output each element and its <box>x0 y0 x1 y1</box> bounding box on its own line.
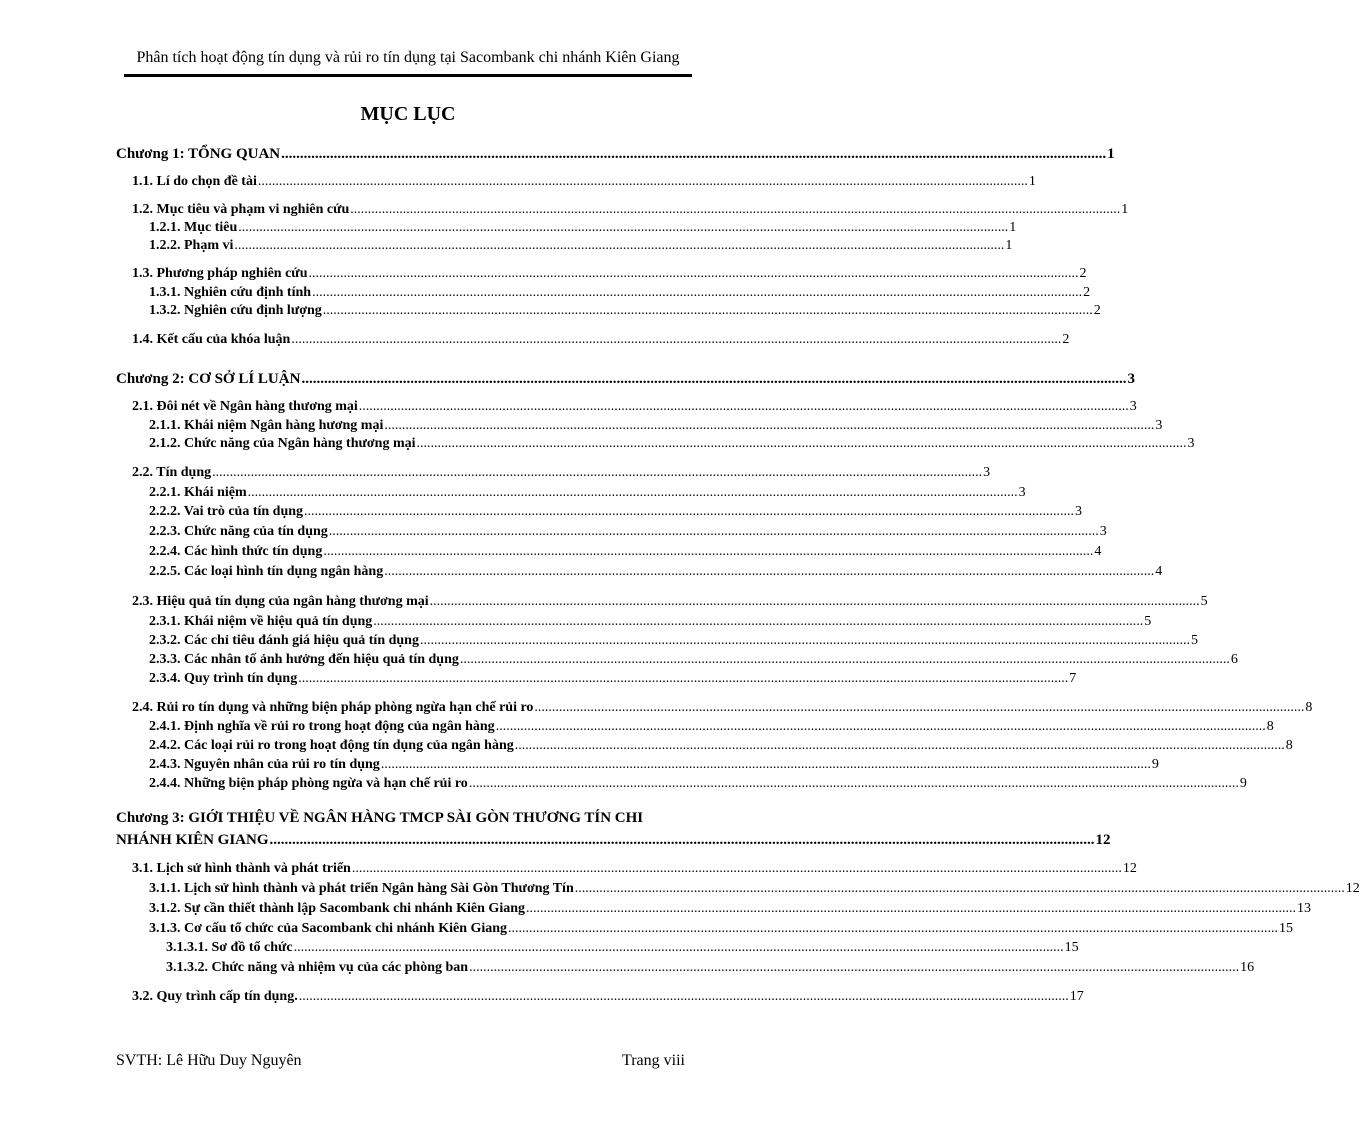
toc-entry-label: 2.4.1. Định nghĩa về rủi ro trong hoạt động của ngân hàng <box>149 719 495 734</box>
toc-entry-label: 1.1. Lí do chọn đề tài <box>132 174 257 189</box>
toc-entry-label: 1.2.2. Phạm vi <box>149 238 234 253</box>
toc-entry-page: 2 <box>1062 332 1070 347</box>
toc-leader-dots: ............................................................................................................................................................................................................................ <box>373 614 1144 629</box>
toc-entry-3-1-3-1 <box>166 939 1079 957</box>
toc-entry-page: 7 <box>1069 671 1077 686</box>
toc-entry-label: 2.2.1. Khái niệm <box>149 485 247 500</box>
toc-entry-label: 2.1. Đôi nét về Ngân hàng thương mại <box>132 399 358 414</box>
toc-entry-page: 1 <box>1005 238 1013 253</box>
toc-entry-1-4 <box>132 331 1070 349</box>
toc-entry-label: 2.1.1. Khái niệm Ngân hàng hương mại <box>149 418 384 433</box>
toc-leader-dots: ............................................................................................................................................................................................................................ <box>212 465 983 480</box>
toc-leader-dots: ............................................................................................................................................................................................................................ <box>257 174 1028 189</box>
toc-leader-dots: ............................................................................................................................................................................................................................ <box>308 266 1079 281</box>
toc-leader-dots: ............................................................................................................................................................................................................................ <box>384 564 1155 579</box>
toc-leader-dots: ............................................................................................................................................................................................................................ <box>469 960 1240 975</box>
toc-entry-page: 6 <box>1230 652 1238 667</box>
toc-entry-label: 3.2. Quy trình cấp tín dụng. <box>132 989 298 1004</box>
toc-entry-3-1-3-2 <box>166 959 1255 977</box>
toc-leader-dots: ............................................................................................................................................................................................................................ <box>495 719 1266 734</box>
toc-entry-2-2-5 <box>149 563 1163 581</box>
toc-entry-page: 8 <box>1285 738 1293 753</box>
footer-page-number: Trang viii <box>622 1052 685 1069</box>
toc-entry-2-1-1 <box>149 417 1163 435</box>
toc-entry-chapter-3 <box>116 831 1111 849</box>
toc-entry-page: 1 <box>1009 220 1017 235</box>
toc-leader-dots: ............................................................................................................................................................................................................................ <box>459 652 1230 667</box>
toc-entry-label: 2.4. Rủi ro tín dụng và những biện pháp phòng ngừa hạn chế rủi ro <box>132 700 534 715</box>
toc-entry-2-2-4 <box>149 543 1102 561</box>
toc-entry-3-2 <box>132 988 1084 1006</box>
toc-leader-dots: ............................................................................................................................................................................................................................ <box>419 633 1190 648</box>
toc-entry-page: 3 <box>1018 485 1026 500</box>
toc-entry-page: 2 <box>1093 303 1101 318</box>
toc-entry-page: 15 <box>1279 921 1294 936</box>
toc-entry-page: 16 <box>1240 960 1255 975</box>
toc-entry-label: 3.1. Lịch sử hình thành và phát triển <box>132 861 351 876</box>
toc-entry-chapter-2 <box>116 370 1135 388</box>
toc-leader-dots: ............................................................................................................................................................................................................................ <box>358 399 1129 414</box>
toc-entry-label: 2.4.4. Những biện pháp phòng ngừa và hạn chế rủi ro <box>149 776 468 791</box>
toc-leader-dots: ............................................................................................................................................................................................................................ <box>328 524 1099 539</box>
toc-entry-2-4-4 <box>149 775 1247 793</box>
toc-leader-dots: ............................................................................................................................................................................................................................ <box>574 881 1345 896</box>
toc-leader-dots: ............................................................................................................................................................................................................................ <box>534 700 1305 715</box>
toc-entry-page: 8 <box>1305 700 1313 715</box>
toc-leader-dots: ............................................................................................................................................................................................................................ <box>384 418 1155 433</box>
toc-entry-label: 3.1.3. Cơ cấu tổ chức của Sacombank chi nhánh Kiên Giang <box>149 921 508 936</box>
toc-entry-page: 9 <box>1239 776 1247 791</box>
toc-entry-label: 1.4. Kết cấu của khóa luận <box>132 332 291 347</box>
toc-entry-3-1-2 <box>149 900 1311 918</box>
toc-leader-dots: ............................................................................................................................................................................................................................ <box>301 371 1127 387</box>
toc-entry-page: 9 <box>1151 757 1159 772</box>
toc-entry-label: 3.1.3.1. Sơ đồ tổ chức <box>166 940 293 955</box>
toc-entry-page: 4 <box>1155 564 1163 579</box>
toc-entry-page: 3 <box>1075 504 1083 519</box>
toc-entry-label: 2.3.3. Các nhân tố ảnh hưởng đến hiệu quả tín dụng <box>149 652 459 667</box>
toc-entry-page: 1 <box>1121 202 1129 217</box>
toc-entry-page: 5 <box>1190 633 1198 648</box>
toc-entry-label: 2.2.5. Các loại hình tín dụng ngân hàng <box>149 564 384 579</box>
toc-entry-label: 1.3. Phương pháp nghiên cứu <box>132 266 308 281</box>
toc-entry-page: 4 <box>1094 544 1102 559</box>
toc-entry-1-1 <box>132 173 1036 191</box>
toc-entry-2-2 <box>132 464 991 482</box>
toc-entry-2-1-2 <box>149 435 1195 453</box>
toc-entry-2-2-2 <box>149 503 1083 521</box>
toc-entry-2-3-1 <box>149 613 1152 631</box>
toc-entry-2-4-3 <box>149 756 1159 774</box>
toc-leader-dots: ............................................................................................................................................................................................................................ <box>293 940 1064 955</box>
toc-entry-label: 2.2. Tín dụng <box>132 465 212 480</box>
toc-entry-2-2-1 <box>149 484 1026 502</box>
toc-leader-dots: ............................................................................................................................................................................................................................ <box>322 303 1093 318</box>
toc-entry-label: 1.3.2. Nghiên cứu định lượng <box>149 303 322 318</box>
toc-entry-label: Chương 2: CƠ SỞ LÍ LUẬN <box>116 371 301 387</box>
toc-entry-label: 1.2.1. Mục tiêu <box>149 220 238 235</box>
toc-entry-1-3 <box>132 265 1087 283</box>
toc-entry-page: 5 <box>1200 594 1208 609</box>
toc-leader-dots: ............................................................................................................................................................................................................................ <box>323 544 1094 559</box>
running-header-title: Phân tích hoạt động tín dụng và rủi ro tín dụng tại Sacombank chi nhánh Kiên Giang <box>136 49 680 66</box>
toc-entry-page: 2 <box>1083 285 1091 300</box>
toc-leader-dots: ............................................................................................................................................................................................................................ <box>298 989 1069 1004</box>
toc-entry-label: 3.1.2. Sự cần thiết thành lập Sacombank chi nhánh Kiên Giang <box>149 901 525 916</box>
toc-entry-label: 2.2.2. Vai trò của tín dụng <box>149 504 304 519</box>
toc-heading: MỤC LỤC <box>360 103 456 125</box>
toc-entry-1-2 <box>132 201 1129 219</box>
toc-leader-dots: ............................................................................................................................................................................................................................ <box>312 285 1083 300</box>
toc-leader-dots: ............................................................................................................................................................................................................................ <box>269 832 1095 848</box>
toc-entry-label: 2.3. Hiệu quả tín dụng của ngân hàng thương mại <box>132 594 429 609</box>
toc-entry-1-3-1 <box>149 284 1091 302</box>
toc-entry-chapter-1 <box>116 145 1115 163</box>
toc-entry-label: NHÁNH KIÊN GIANG <box>116 832 269 848</box>
toc-leader-dots: ............................................................................................................................................................................................................................ <box>380 757 1151 772</box>
toc-entry-2-3-4 <box>149 670 1077 688</box>
toc-entry-label: 1.3.1. Nghiên cứu định tính <box>149 285 312 300</box>
toc-entry-label: Chương 1: TỔNG QUAN <box>116 146 281 162</box>
toc-leader-dots: ............................................................................................................................................................................................................................ <box>238 220 1009 235</box>
toc-leader-dots: ............................................................................................................................................................................................................................ <box>508 921 1279 936</box>
toc-leader-dots: ............................................................................................................................................................................................................................ <box>298 671 1069 686</box>
toc-entry-page: 12 <box>1095 832 1111 848</box>
toc-entry-page: 12 <box>1122 861 1137 876</box>
toc-entry-2-2-3 <box>149 523 1107 541</box>
toc-entry-page: 2 <box>1079 266 1087 281</box>
toc-entry-page: 1 <box>1107 146 1115 162</box>
toc-entry-2-3-2 <box>149 632 1198 650</box>
toc-entry-page: 13 <box>1297 901 1311 916</box>
toc-entry-label: 2.3.4. Quy trình tín dụng <box>149 671 298 686</box>
toc-leader-dots: ............................................................................................................................................................................................................................ <box>429 594 1200 609</box>
toc-entry-label: 1.2. Mục tiêu và phạm vi nghiên cứu <box>132 202 350 217</box>
toc-entry-2-4 <box>132 699 1313 717</box>
toc-entry-label: 2.1.2. Chức năng của Ngân hàng thương mại <box>149 436 416 451</box>
toc-entry-label: 2.3.1. Khái niệm về hiệu quả tín dụng <box>149 614 373 629</box>
toc-leader-dots: ............................................................................................................................................................................................................................ <box>291 332 1062 347</box>
toc-entry-label: 3.1.1. Lịch sử hình thành và phát triển Ngân hàng Sài Gòn Thương Tín <box>149 881 574 896</box>
toc-entry-label: 2.3.2. Các chỉ tiêu đánh giá hiệu quả tín dụng <box>149 633 419 648</box>
toc-entry-1-3-2 <box>149 302 1101 320</box>
toc-entry-1-2-1 <box>149 219 1017 237</box>
toc-entry-label: 2.4.3. Nguyên nhân của rủi ro tín dụng <box>149 757 380 772</box>
toc-entry-page: 3 <box>1155 418 1163 433</box>
toc-leader-dots: ............................................................................................................................................................................................................................ <box>350 202 1121 217</box>
toc-leader-dots: ............................................................................................................................................................................................................................ <box>351 861 1122 876</box>
toc-entry-2-4-1 <box>149 718 1274 736</box>
toc-entry-page: 3 <box>1187 436 1195 451</box>
toc-entry-page: 8 <box>1266 719 1274 734</box>
toc-entry-3-1-1 <box>149 880 1360 898</box>
toc-leader-dots: ............................................................................................................................................................................................................................ <box>416 436 1187 451</box>
toc-entry-2-4-2 <box>149 737 1293 755</box>
toc-entry-page: 5 <box>1144 614 1152 629</box>
toc-entry-2-3 <box>132 593 1208 611</box>
toc-entry-page: 3 <box>1127 371 1135 387</box>
toc-entry-label: 2.4.2. Các loại rủi ro trong hoạt động tín dụng của ngân hàng <box>149 738 514 753</box>
toc-entry-page: 15 <box>1064 940 1079 955</box>
toc-leader-dots: ............................................................................................................................................................................................................................ <box>281 146 1107 162</box>
toc-entry-page: 17 <box>1069 989 1084 1004</box>
toc-leader-dots: ............................................................................................................................................................................................................................ <box>514 738 1285 753</box>
toc-entry-1-2-2 <box>149 237 1013 255</box>
toc-entry-label: 2.2.4. Các hình thức tín dụng <box>149 544 323 559</box>
footer-author: SVTH: Lê Hữu Duy Nguyên <box>116 1052 302 1069</box>
toc-entry-3-1-3 <box>149 920 1294 938</box>
toc-entry-label: 2.2.3. Chức năng của tín dụng <box>149 524 328 539</box>
toc-entry-3-1 <box>132 860 1137 878</box>
toc-leader-dots: ............................................................................................................................................................................................................................ <box>526 901 1296 916</box>
toc-entry-label: 3.1.3.2. Chức năng và nhiệm vụ của các phòng ban <box>166 960 469 975</box>
toc-entry-page: 12 <box>1345 881 1360 896</box>
toc-entry-chapter-3-line1: Chương 3: GIỚI THIỆU VỀ NGÂN HÀNG TMCP SÀI GÒN THƯƠNG TÍN CHI <box>116 810 644 826</box>
toc-entry-page: 3 <box>1099 524 1107 539</box>
toc-leader-dots: ............................................................................................................................................................................................................................ <box>234 238 1005 253</box>
toc-leader-dots: ............................................................................................................................................................................................................................ <box>304 504 1075 519</box>
toc-entry-2-1 <box>132 398 1137 416</box>
toc-leader-dots: ............................................................................................................................................................................................................................ <box>247 485 1018 500</box>
toc-entry-2-3-3 <box>149 651 1238 669</box>
toc-entry-page: 1 <box>1028 174 1036 189</box>
toc-entry-page: 3 <box>1129 399 1137 414</box>
toc-leader-dots: ............................................................................................................................................................................................................................ <box>468 776 1239 791</box>
toc-entry-page: 3 <box>983 465 991 480</box>
